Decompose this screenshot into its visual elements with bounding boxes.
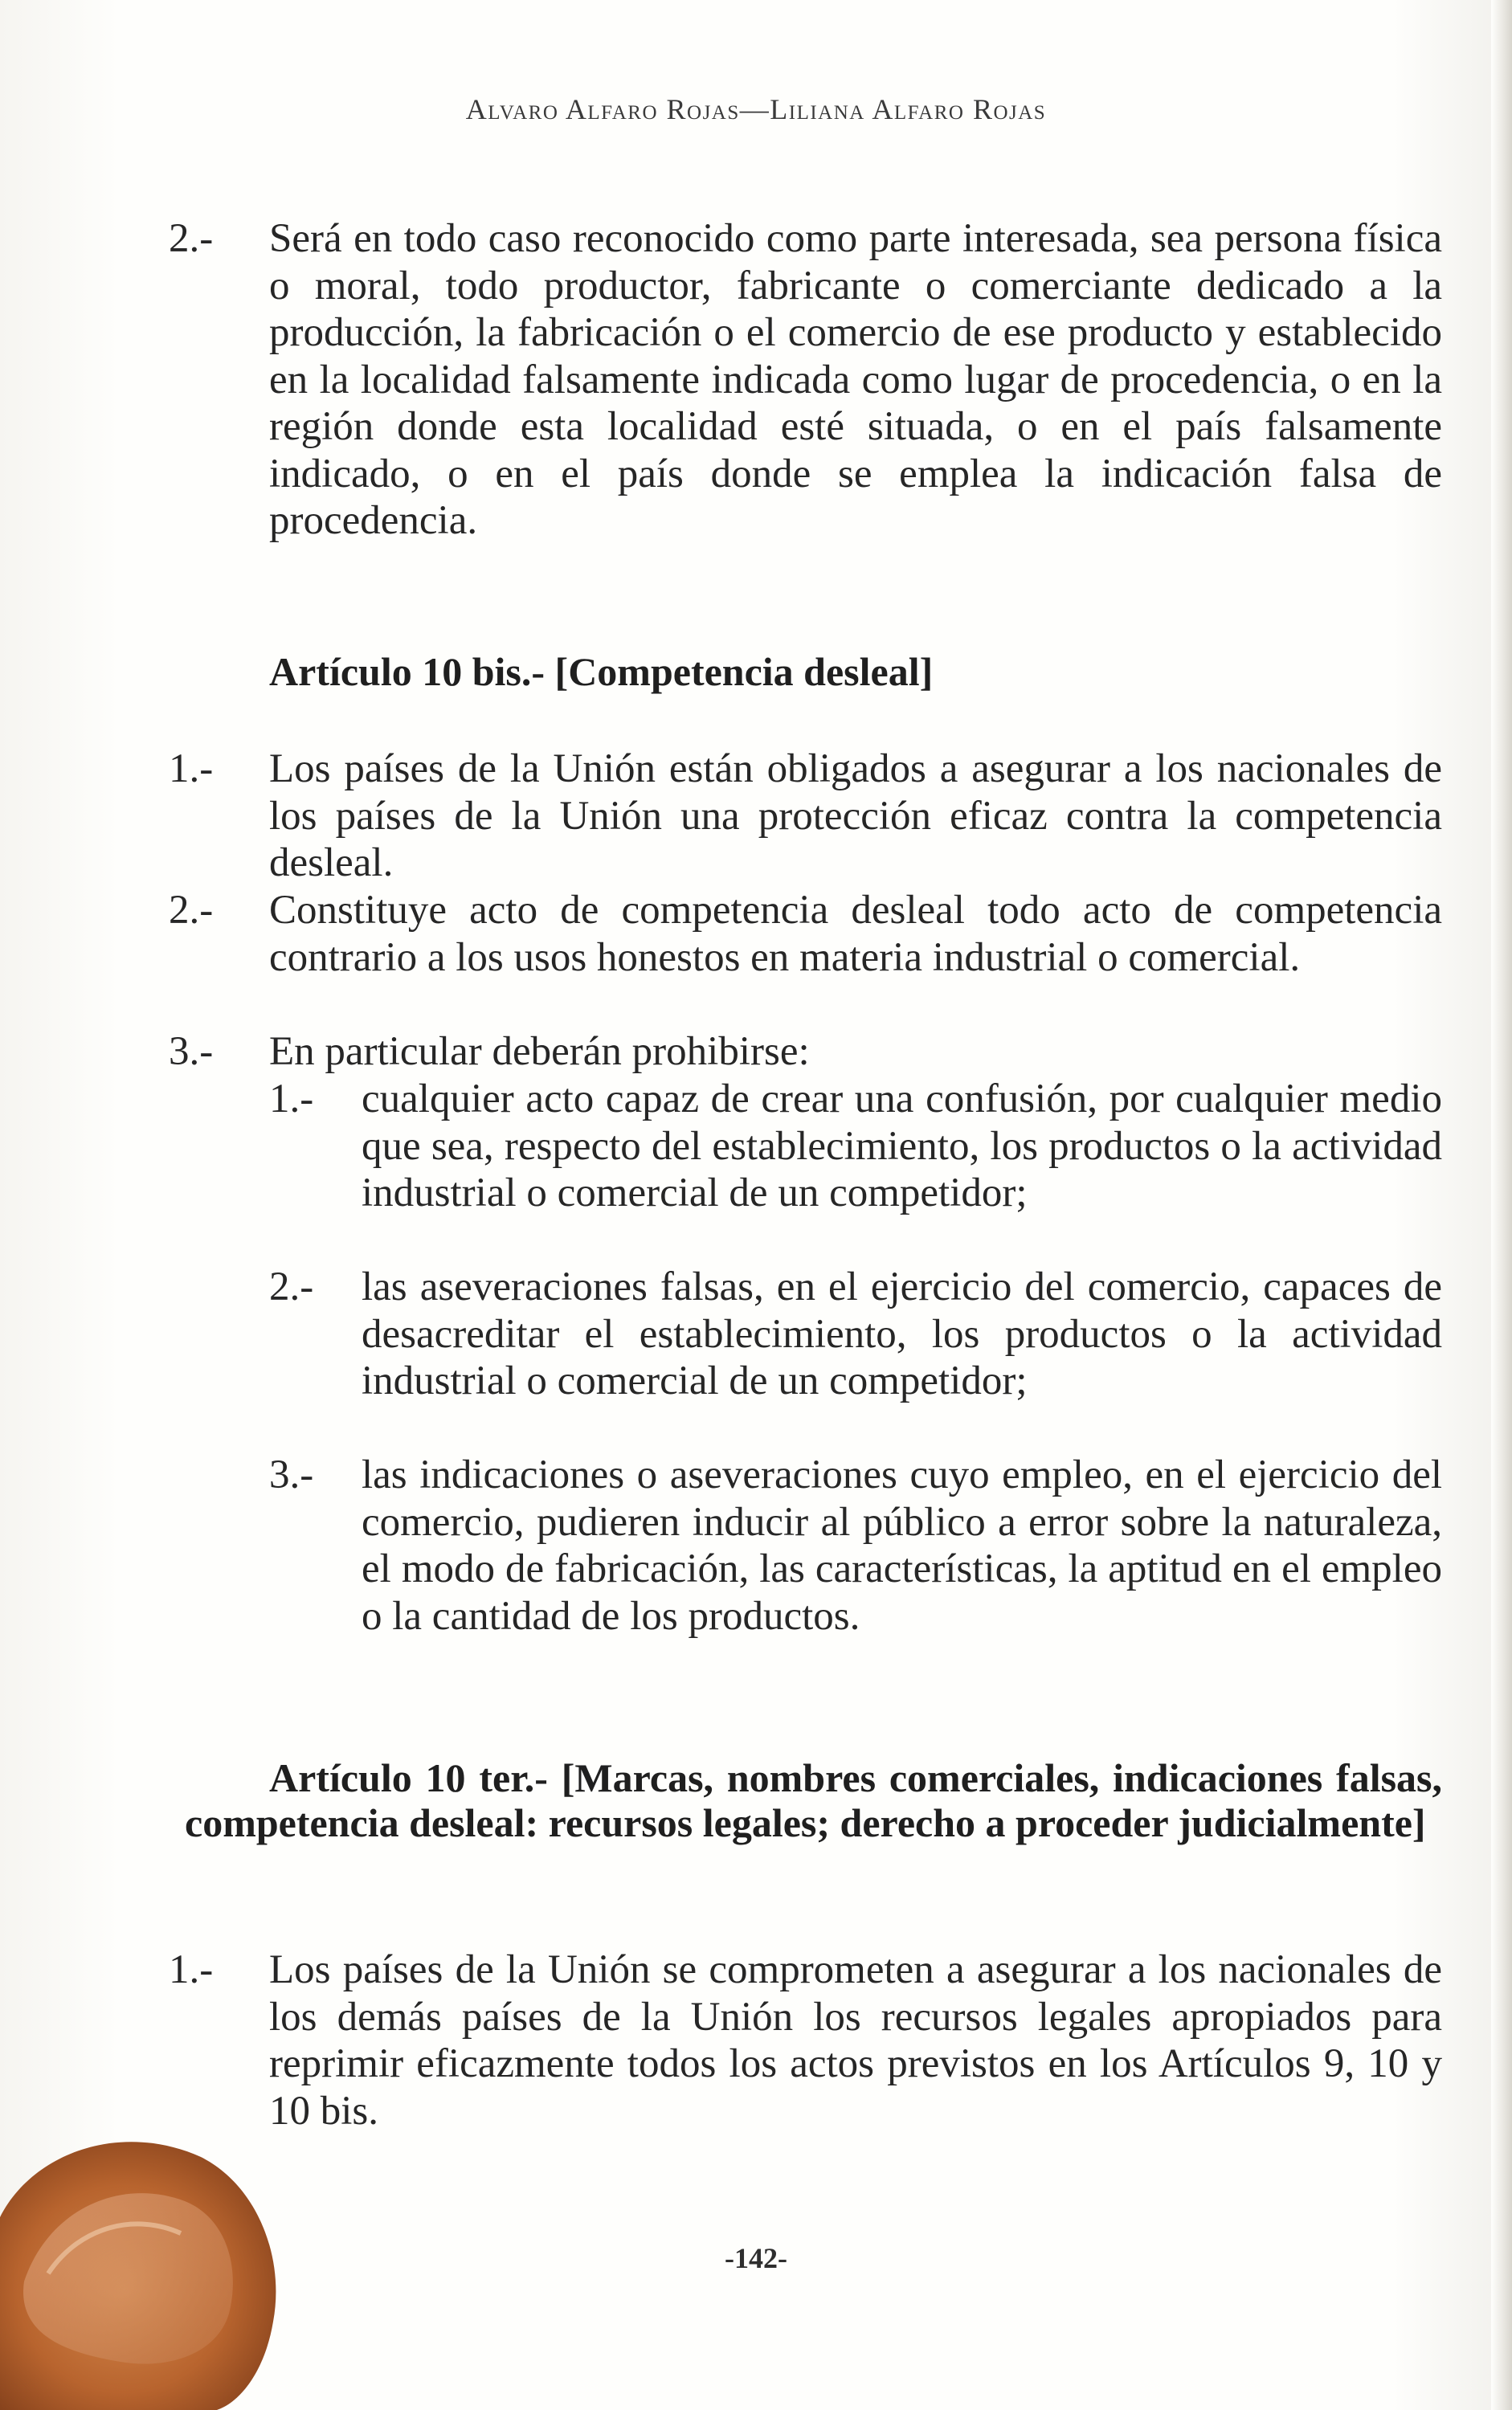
item-number: 2.- (169, 888, 214, 933)
page-edge-shadow (1491, 0, 1512, 2410)
item-number: 1.- (169, 746, 214, 791)
item-number: 3.- (169, 1029, 214, 1074)
item-number: 2.- (169, 216, 214, 261)
item-number: 2.- (269, 1264, 314, 1309)
article-heading: Artículo 10 ter.- [Marcas, nombres comerciales, indicaciones falsas, competencia desleal: recursos legales; derecho a proceder judicialmente] (185, 1755, 1442, 1845)
item-number: 1.- (169, 1947, 214, 1992)
item-number: 3.- (269, 1452, 314, 1497)
running-header (0, 92, 1512, 126)
thumb-image (0, 2081, 289, 2410)
item-text: Los países de la Unión se comprometen a asegurar a los nacionales de los demás países de la Unión los recursos legales apropiados para reprimir eficazmente todos los actos previstos en los Artículos 9, 10 y 10 bis. (269, 1947, 1442, 2134)
item-text: cualquier acto capaz de crear una confusión, por cualquier medio que sea, respecto del establecimiento, los productos o la actividad industrial o comercial de un competidor; (362, 1076, 1442, 1215)
article-heading: Artículo 10 bis.- [Competencia desleal] (269, 649, 934, 694)
item-text: las indicaciones o aseveraciones cuyo empleo, en el ejercicio del comercio, pudieren inducir al público a error sobre la naturaleza, el modo de fabricación, las características, la aptitud en el empleo o la cantidad de los productos. (362, 1452, 1442, 1639)
item-text: Los países de la Unión están obligados a asegurar a los nacionales de los países de la Unión una protección eficaz contra la competencia desleal. (269, 746, 1442, 885)
running-title: Alvaro Alfaro Rojas—Liliana Alfaro Rojas (465, 93, 1047, 125)
item-text: Constituye acto de competencia desleal todo acto de competencia contrario a los usos honestos en materia industrial o comercial. (269, 888, 1442, 980)
list-item (169, 215, 1442, 601)
item-number: 1.- (269, 1076, 314, 1121)
item-text: Será en todo caso reconocido como parte interesada, sea persona física o moral, todo productor, fabricante o comerciante dedicado a la producción, la fabricación o el comercio de ese producto y establecido en la localidad falsamente indicada como lugar de procedencia, o en la región donde esta localidad esté situada, o en el país falsamente indicado, o en el país donde se emplea la indicación falsa de procedencia. (269, 216, 1442, 543)
item-text: las aseveraciones falsas, en el ejercicio del comercio, capaces de desacreditar el establecimiento, los productos o la actividad industrial o comercial de un competidor; (362, 1264, 1442, 1403)
page-number: -142- (725, 2242, 787, 2274)
item-text: En particular deberán prohibirse: (269, 1029, 810, 1074)
